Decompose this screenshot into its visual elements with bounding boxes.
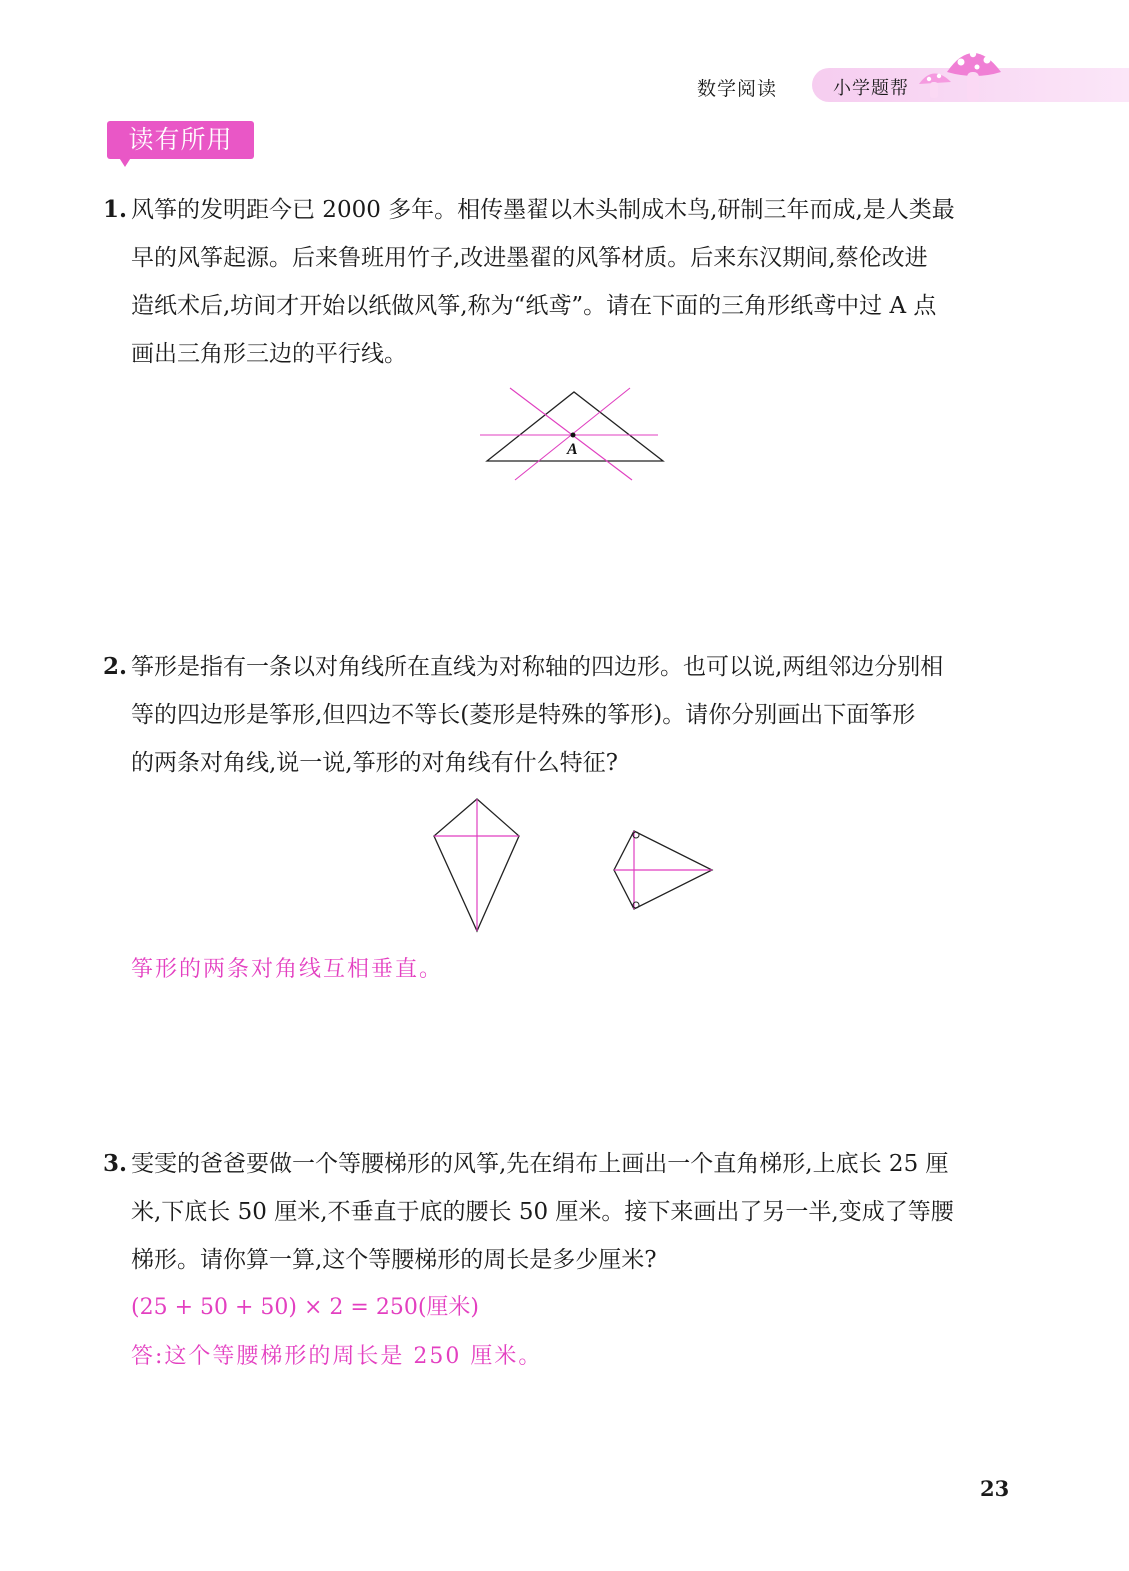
question-3-number: 3.	[103, 1150, 128, 1177]
question-3-answer-statement: 答:这个等腰梯形的周长是 250 厘米。	[131, 1344, 543, 1369]
question-1-line-1: 风筝的发明距今已 2000 多年。相传墨翟以木头制成木鸟,研制三年而成,是人类最	[131, 197, 955, 223]
section-title: 读有所用	[128, 125, 233, 154]
point-a-label: A	[567, 441, 578, 458]
question-3-line-2: 米,下底长 50 厘米,不垂直于底的腰长 50 厘米。接下来画出了另一半,变成了等腰	[131, 1199, 954, 1225]
question-2-line-3: 的两条对角线,说一说,筝形的对角线有什么特征?	[131, 750, 618, 776]
question-2-line-1: 筝形是指有一条以对角线所在直线为对称轴的四边形。也可以说,两组邻边分别相	[131, 654, 944, 680]
kite-figures	[420, 790, 730, 940]
mushroom-icon	[915, 42, 1005, 114]
header-left-title: 数学阅读	[697, 78, 778, 100]
question-2-line-2: 等的四边形是筝形,但四边不等长(菱形是特殊的筝形)。请你分别画出下面筝形	[131, 702, 916, 728]
question-3-line-3: 梯形。请你算一算,这个等腰梯形的周长是多少厘米?	[131, 1247, 657, 1273]
question-1-number: 1.	[103, 196, 128, 223]
question-1-line-3: 造纸术后,坊间才开始以纸做风筝,称为“纸鸢”。请在下面的三角形纸鸢中过 A 点	[131, 293, 937, 319]
question-2-number: 2.	[103, 653, 128, 680]
question-1-line-2: 早的风筝起源。后来鲁班用竹子,改进墨翟的风筝材质。后来东汉期间,蔡伦改进	[131, 245, 928, 271]
question-3-line-1: 雯雯的爸爸要做一个等腰梯形的风筝,先在绢布上画出一个直角梯形,上底长 25 厘	[131, 1151, 949, 1177]
question-2-answer: 筝形的两条对角线互相垂直。	[131, 957, 444, 982]
triangle-kite-figure	[470, 380, 680, 490]
point-a	[571, 433, 576, 438]
question-3-answer-calculation: (25 + 50 + 50) × 2 = 250(厘米)	[131, 1295, 479, 1320]
header-right-title: 小学题帮	[833, 78, 909, 99]
page-number: 23	[980, 1476, 1010, 1501]
question-1-line-4: 画出三角形三边的平行线。	[131, 341, 407, 367]
